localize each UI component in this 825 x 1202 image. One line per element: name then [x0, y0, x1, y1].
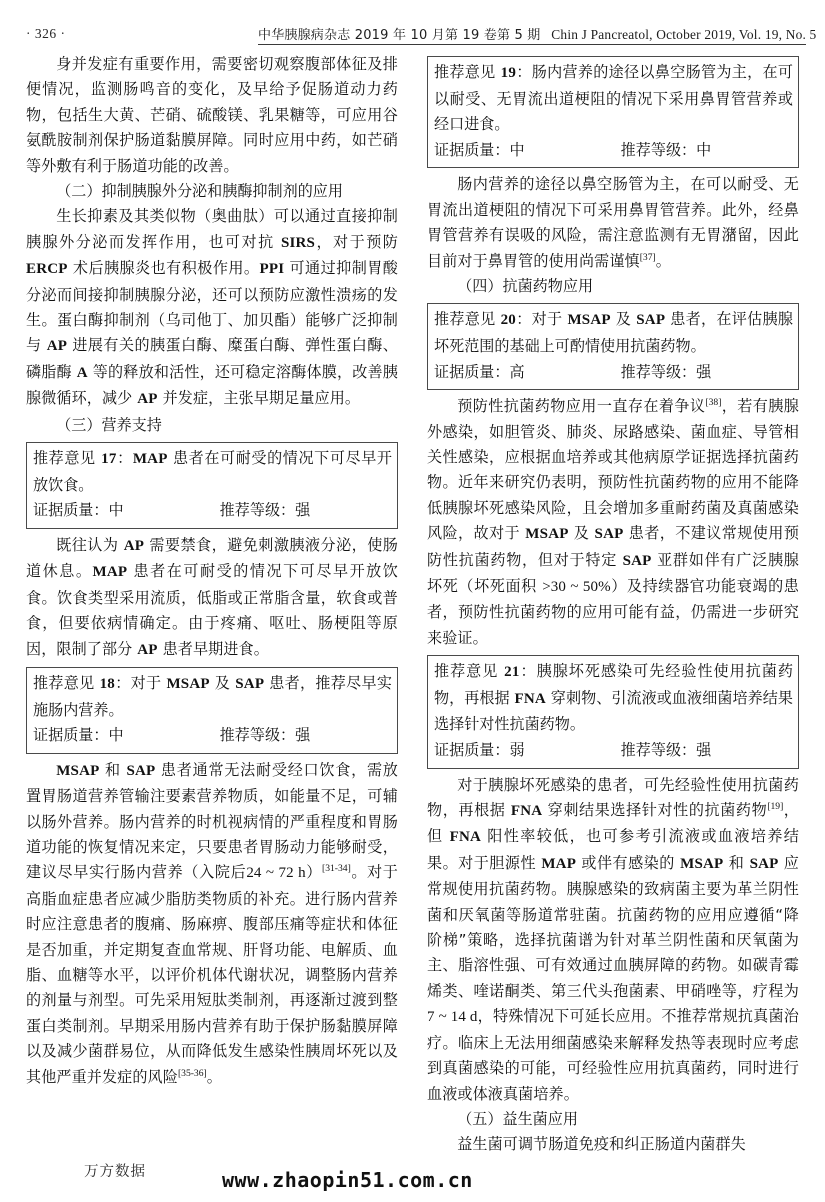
- recommendation-21-grade: 推荐等级：强: [620, 741, 712, 760]
- recommendation-box-20: [427, 303, 799, 390]
- reference-31-34: [31-34]: [322, 863, 351, 875]
- recommendation-18-text: 推荐意见 18：对于 MSAP 及 SAP 患者，推荐尽早实施肠内营养。: [33, 673, 392, 719]
- recommendation-box-17: [26, 442, 398, 529]
- recommendation-20-quality: 证据质量：高: [434, 362, 525, 381]
- section-heading-2: （二）抑制胰腺外分泌和胰酶抑制剂的应用: [56, 182, 343, 201]
- recommendation-20-grade: 推荐等级：强: [620, 362, 712, 381]
- paragraph-fasting: 既往认为 AP 需要禁食，避免刺激胰液分泌，使肠道休息。MAP 患者在可耐受的情况下可尽早开放饮食。饮食类型采用流质，低脂或正常脂含量，软食或普食，但要依病情确定。由于疼痛、呕吐、肠梗阻等原因，限制了部分 AP 患者早期进食。: [26, 535, 398, 658]
- section-heading-4: （四）抗菌药物应用: [457, 277, 594, 295]
- recommendation-18-quality: 证据质量：中: [33, 726, 124, 745]
- reference-38: [38]: [705, 397, 722, 409]
- header-rule: [258, 44, 806, 45]
- paragraph-nasojejunal-route: 肠内营养的途径以鼻空肠管为主，在可以耐受、无胃流出道梗阻的情况下可采用鼻胃管营养。此外，经鼻胃管营养有误吸的风险，需注意监测有无胃潴留，因此目前对于鼻胃管的使用尚需谨慎[37]。: [427, 175, 799, 270]
- paragraph-enteral-nutrition: MSAP 和 SAP 患者通常无法耐受经口饮食，需放置胃肠道营养管输注要素营养物质，如能量不足，可辅以肠外营养。肠内营养的时机视病情的严重程度和胃肠道功能的恢复情况来定，只要患者胃肠动力能够耐受，建议尽早实行肠内营养（入院后24 ~ 72 h）[31-34]。对于高脂血症患者应减少脂肪类物质的补充。进行肠内营养时应注意患者的腹痛、肠麻痹、腹部压痛等症状和体征是否加重，并定期复查血常规、肝肾功能、电解质、血脂、血糖等水平，以评价机体代谢状况，调整肠内营养的剂量与剂型。可先采用短肽类制剂，再逐渐过渡到整蛋白类制剂。早期采用肠内营养有助于保护肠黏膜屏障以及减少菌群易位，从而降低发生感染性胰周坏死以及其他严重并发症的风险[35-36]。: [26, 760, 398, 1086]
- right-column: [427, 52, 799, 1158]
- paragraph-infected-necrosis: 对于胰腺坏死感染的患者，可先经验性使用抗菌药物，再根据 FNA 穿刺结果选择针对性的抗菌药物[19]，但 FNA 阳性率较低，也可参考引流液或血液培养结果。对于胆源性 MAP 或伴有感染的 MSAP 和 SAP 应常规使用抗菌药物。胰腺感染的致病菌主要为革兰阴性菌和厌氧菌等肠道常驻菌。抗菌药物的应用应遵循“降阶梯”策略，选择抗菌谱为针对革兰阴性菌和厌氧菌为主、脂溶性强、可有效通过血胰屏障的药物。如碳青霉烯类、喹诺酮类、第三代头孢菌素、甲硝唑等，疗程为7 ~ 14 d，特殊情况下可延长应用。不推荐常规抗真菌治疗。临床上无法用细菌感染来解释发热等表现时应考虑到真菌感染的可能，可经验性应用抗真菌药，同时进行血液或体液真菌培养。: [427, 775, 799, 1103]
- recommendation-box-19: [427, 56, 799, 168]
- section-heading-3: （三）营养支持: [56, 415, 162, 434]
- recommendation-box-21: [427, 655, 799, 768]
- paragraph-probiotics: 益生菌可调节肠道免疫和纠正肠道内菌群失: [457, 1135, 746, 1154]
- paragraph-prophylactic-antibiotics: 预防性抗菌药物应用一直存在着争议[38]，若有胰腺外感染，如胆管炎、肺炎、尿路感染、菌血症、导管相关性感染，应根据血培养或其他病原学证据选择抗菌药物。近年来研究仍表明，预防性抗菌药物的应用不能降低胰腺坏死感染风险，且会增加多重耐药菌及真菌感染风险，故对于 MSAP 及 SAP 患者，不建议常规使用预防性抗菌药物，但对于特定 SAP 亚群如伴有广泛胰腺坏死（坏死面积 >30 ~ 50%）及持续器官功能衰竭的患者，预防性抗菌药物的应用可能有益，仍需进一步研究来验证。: [427, 397, 800, 647]
- recommendation-18-meta: [33, 723, 392, 749]
- section-heading-5: （五）益生菌应用: [457, 1109, 578, 1128]
- wanfang-database-watermark: 万方数据: [84, 1164, 146, 1180]
- journal-title: [258, 24, 817, 43]
- recommendation-17-text: 推荐意见 17：MAP 患者在可耐受的情况下可尽早开放饮食。: [33, 449, 392, 494]
- recommendation-20-text: 推荐意见 20：对于 MSAP 及 SAP 患者，在评估胰腺坏死范围的基础上可酌情使用抗菌药物。: [434, 310, 793, 355]
- recommendation-19-text: 推荐意见 19：肠内营养的途径以鼻空肠管为主，在可以耐受、无胃流出道梗阻的情况下采用鼻胃管营养或经口进食。: [434, 63, 793, 134]
- recommendation-17-meta: [33, 498, 392, 524]
- journal-title-en: Chin J Pancreatol, October 2019, Vol. 19, No. 5: [551, 27, 817, 42]
- recommendation-21-text: 推荐意见 21：胰腺坏死感染可先经验性使用抗菌药物，再根据 FNA 穿刺物、引流液或血液细菌培养结果选择针对性抗菌药物。: [434, 662, 793, 734]
- recommendation-21-quality: 证据质量：弱: [434, 741, 525, 760]
- recommendation-20-meta: [434, 360, 793, 386]
- recommendation-18-grade: 推荐等级：强: [219, 726, 311, 745]
- recommendation-19-grade: 推荐等级：中: [620, 140, 712, 159]
- recommendation-19-quality: 证据质量：中: [434, 140, 525, 159]
- recommendation-19-meta: [434, 138, 793, 164]
- recommendation-17-quality: 证据质量：中: [33, 501, 124, 520]
- url-watermark: www.zhaopin51.com.cn: [222, 1168, 473, 1192]
- recommendation-box-18: [26, 667, 398, 754]
- running-head: [0, 24, 825, 48]
- journal-title-cn: 中华胰腺病杂志 2019 年 10 月第 19 卷第 5 期: [258, 28, 541, 43]
- left-column: [26, 52, 398, 1090]
- reference-37: [37]: [639, 251, 656, 263]
- reference-35-36: [35-36]: [177, 1067, 207, 1079]
- reference-19: [19]: [767, 801, 784, 812]
- recommendation-21-meta: [434, 738, 793, 764]
- page-number: · 326 ·: [26, 26, 66, 41]
- paragraph-somatostatin: 生长抑素及其类似物（奥曲肽）可以通过直接抑制胰腺外分泌而发挥作用，也可对抗 SIRS，对于预防 ERCP 术后胰腺炎也有积极作用。PPI 可通过抑制胃酸分泌而间接抑制胰腺分泌，还可以预防应激性溃疡的发生。蛋白酶抑制剂（乌司他丁、加贝酯）能够广泛抑制与 AP 进展有关的胰蛋白酶、糜蛋白酶、弹性蛋白酶、磷脂酶 A 等的释放和活性，还可稳定溶酶体膜，改善胰腺微循环，减少 AP 并发症，主张早期足量应用。: [26, 207, 399, 408]
- paragraph-intestinal-motility: 身并发症有重要作用，需要密切观察腹部体征及排便情况，监测肠鸣音的变化，及早给予促肠道动力药物，包括生大黄、芒硝、硫酸镁、乳果糖等，可应用谷氨酰胺制剂保护肠道黏膜屏障。同时应用中药，如芒硝等外敷有利于肠道功能的改善。: [26, 55, 398, 175]
- recommendation-17-grade: 推荐等级：强: [219, 501, 311, 520]
